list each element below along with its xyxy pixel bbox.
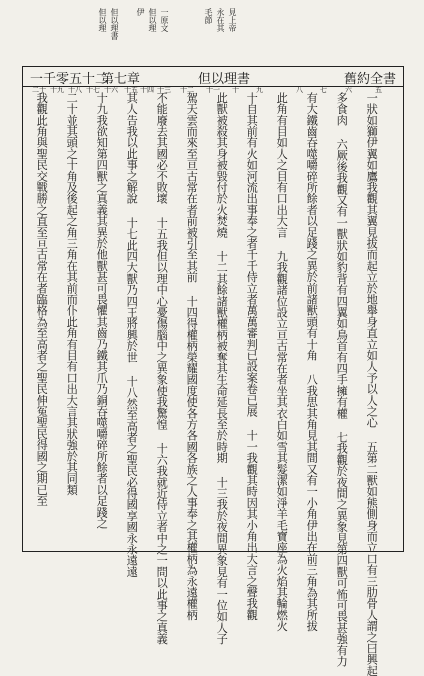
verse-number: 十二 [180,86,194,94]
verse-number: 十九 [50,86,64,94]
chapter-label: 第七章 [100,72,140,87]
top-note-left-5: 但以理 [98,8,107,32]
verse-number: 六 [345,86,352,94]
top-note-right [228,8,236,32]
verse-number: 二十 [32,86,46,94]
top-note-left-4: 但以理書 [110,8,119,40]
verse-number: 九 [256,86,263,94]
top-note-right-3: 毛節 [204,8,213,24]
verse-number: 十六 [104,86,118,94]
top-note-left-1: 一原文 [160,8,169,32]
verse-number: 七 [320,86,327,94]
book-title: 但以理書 [197,72,250,87]
verse-number: 十八 [68,86,82,94]
verse-number: 十七 [86,86,100,94]
verse-number: 十五 [124,86,138,94]
top-note-right-2: 永在其 [216,8,225,32]
verse-number: 十 [232,86,239,94]
verse-number: 五 [375,86,382,94]
top-note-left-3: 伊 [136,8,145,16]
page-number: 一千零五十二 [30,72,109,87]
note-line-1: 見上帝 [228,8,237,32]
verse-number: 十一 [206,86,220,94]
top-note-left-2: 但以理 [148,8,157,32]
verse-number: 八 [296,86,303,94]
verse-number: 十三 [157,86,171,94]
verse-number: 十四 [140,86,154,94]
book-name: 舊約全書 [343,72,396,87]
